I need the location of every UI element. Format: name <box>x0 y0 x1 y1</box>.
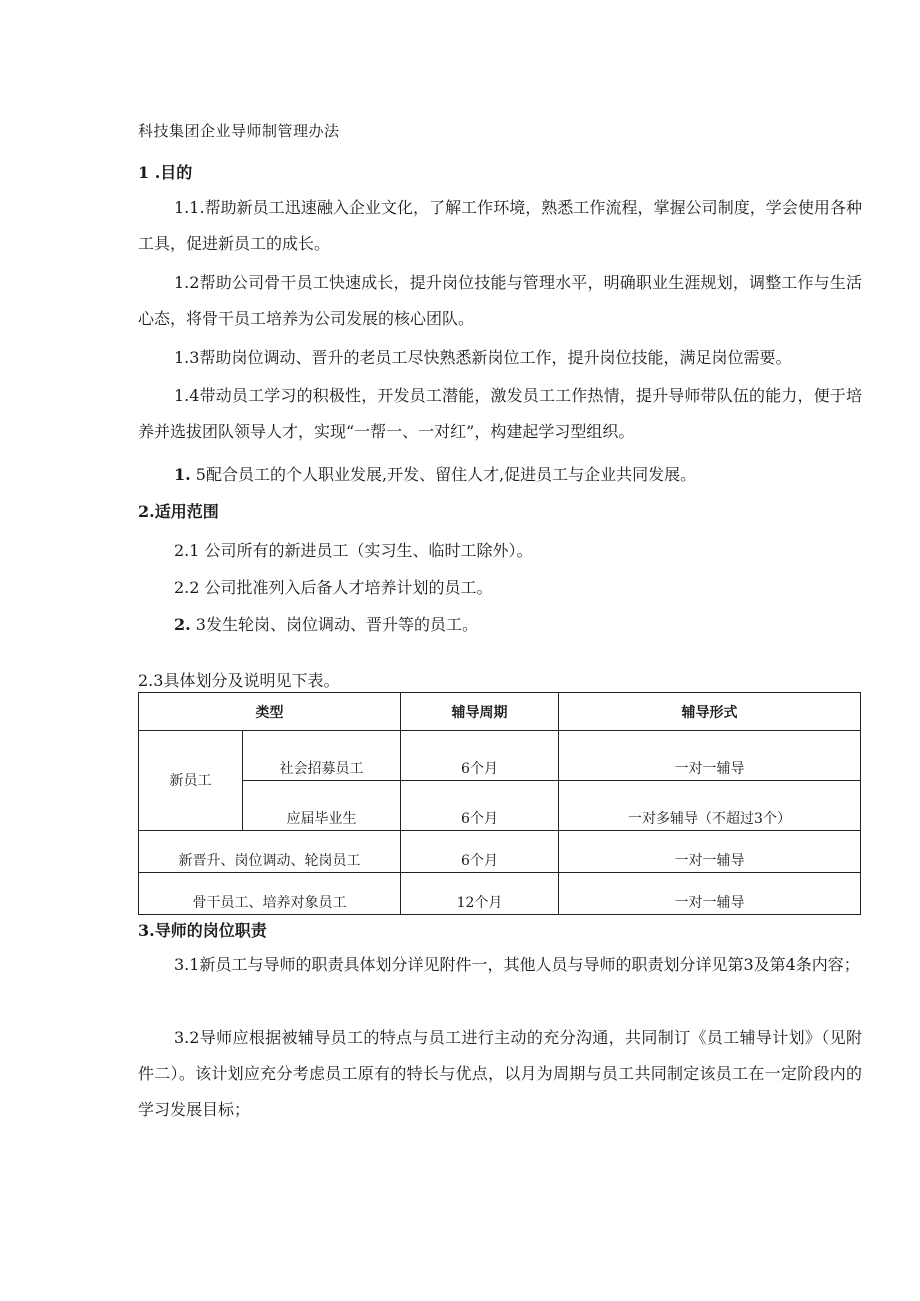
paragraph-1-3: 1.3帮助岗位调动、晋升的老员工尽快熟悉新岗位工作，提升岗位技能，满足岗位需要。 <box>174 348 792 367</box>
cell-type: 骨干员工、培养对象员工 <box>139 873 401 915</box>
paragraph-1-5 <box>174 462 696 485</box>
paragraph-1-2: 1.2帮助公司骨干员工快速成长，提升岗位技能与管理水平，明确职业生涯规划，调整工作与生活心态，将骨干员工培养为公司发展的核心团队。 <box>138 273 862 328</box>
cell-type: 应届毕业生 <box>243 781 401 831</box>
group-new-employee: 新员工 <box>139 731 243 831</box>
section-3-heading: 3.导师的岗位职责 <box>138 921 267 940</box>
cell-period: 6个月 <box>401 781 559 831</box>
paragraph-1-5-number: 1. <box>174 465 191 484</box>
cell-period: 6个月 <box>401 731 559 781</box>
table-row <box>139 731 861 781</box>
item-2-3 <box>174 612 478 635</box>
coaching-table <box>138 692 861 915</box>
cell-type: 新晋升、岗位调动、轮岗员工 <box>139 831 401 873</box>
header-form: 辅导形式 <box>559 693 861 731</box>
item-2-2: 2.2 公司批准列入后备人才培养计划的员工。 <box>174 578 493 597</box>
item-2-3-text: 3发生轮岗、岗位调动、晋升等的员工。 <box>195 615 478 634</box>
table-row <box>139 873 861 915</box>
cell-period: 6个月 <box>401 831 559 873</box>
paragraph-1-4: 1.4带动员工学习的积极性，开发员工潜能，激发员工工作热情，提升导师带队伍的能力，便于培养并选拔团队领导人才，实现“一帮一、一对红”，构建起学习型组织。 <box>138 386 862 441</box>
section-1-heading: 1 .目的 <box>138 163 193 182</box>
table-row <box>139 781 861 831</box>
paragraph-1-1: 1.1.帮助新员工迅速融入企业文化，了解工作环境，熟悉工作流程，掌握公司制度，学会使用各种工具，促进新员工的成长。 <box>138 198 862 253</box>
cell-form: 一对一辅导 <box>559 731 861 781</box>
header-period: 辅导周期 <box>401 693 559 731</box>
cell-type: 社会招募员工 <box>243 731 401 781</box>
section-2-heading: 2.适用范围 <box>138 502 219 521</box>
document-title: 科技集团企业导师制管理办法 <box>138 122 340 140</box>
table-caption: 2.3具体划分及说明见下表。 <box>138 671 340 690</box>
table-row <box>139 831 861 873</box>
table-header-row <box>139 693 861 731</box>
cell-form: 一对多辅导（不超过3个） <box>559 781 861 831</box>
cell-form: 一对一辅导 <box>559 831 861 873</box>
paragraph-3-2: 3.2导师应根据被辅导员工的特点与员工进行主动的充分沟通，共同制订《员工辅导计划》（见附件二）。该计划应充分考虑员工原有的特长与优点，以月为周期与员工共同制定该员工在一定阶段内的学习发展目标； <box>138 1028 862 1119</box>
paragraph-1-5-text: 5配合员工的个人职业发展,开发、留住人才,促进员工与企业共同发展。 <box>195 465 697 484</box>
cell-period: 12个月 <box>401 873 559 915</box>
paragraph-3-1: 3.1新员工与导师的职责具体划分详见附件一，其他人员与导师的职责划分详见第3及第4条内容； <box>174 955 860 974</box>
item-2-1: 2.1 公司所有的新进员工（实习生、临时工除外）。 <box>174 541 533 560</box>
header-type: 类型 <box>139 693 401 731</box>
item-2-3-number: 2. <box>174 615 191 634</box>
cell-form: 一对一辅导 <box>559 873 861 915</box>
